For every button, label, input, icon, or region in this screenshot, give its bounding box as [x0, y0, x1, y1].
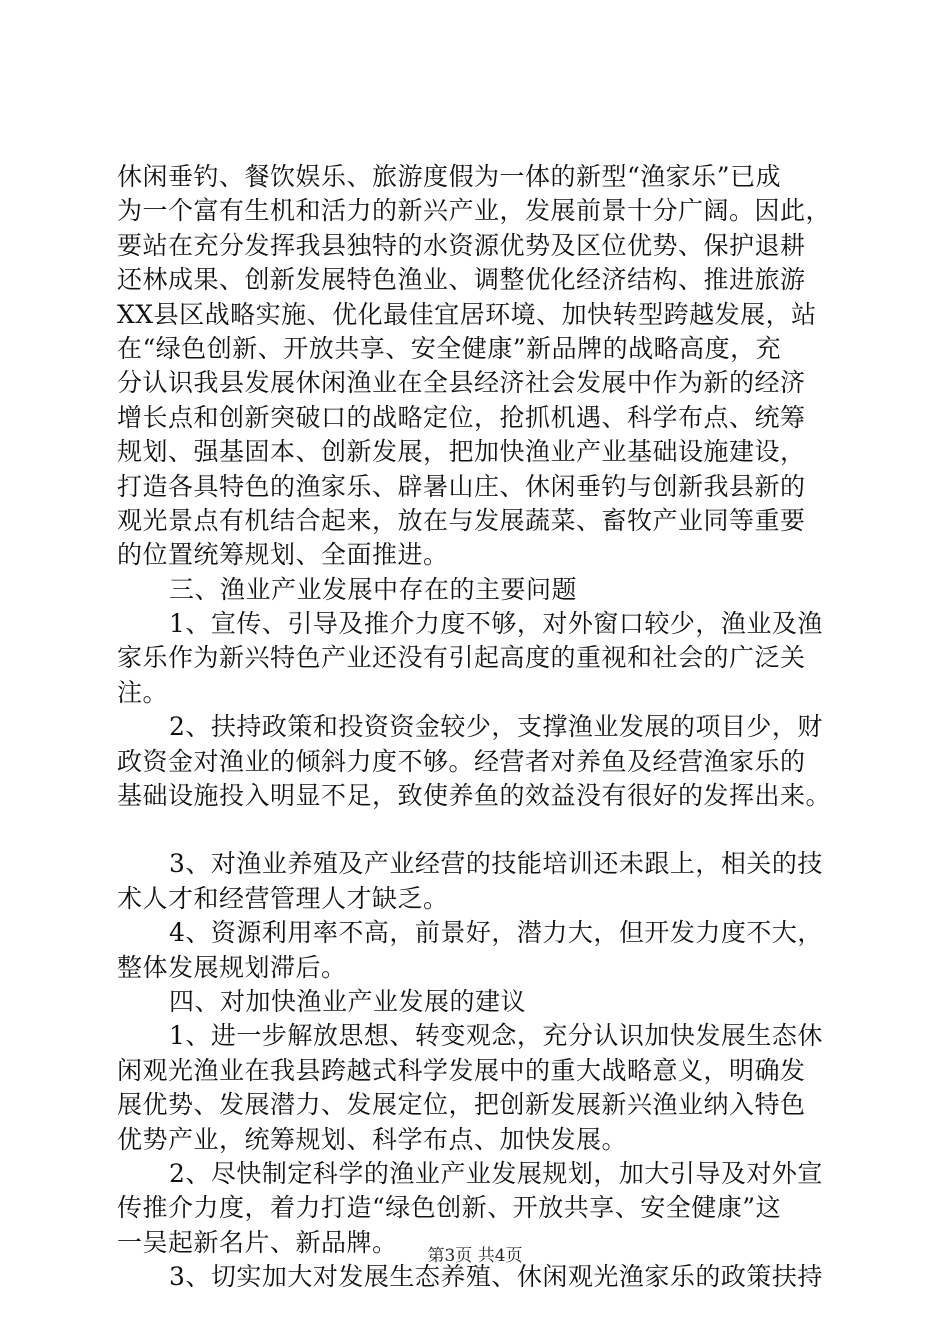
text-line: 四、对加快渔业产业发展的建议 [169, 986, 527, 1016]
text-line: 优势产业，统筹规划、科学布点、加快发展。 [117, 1124, 628, 1154]
text-line: 2、扶持政策和投资资金较少，支撑渔业发展的项目少，财 [169, 712, 823, 742]
text-line: 3、切实加大对发展生态养殖、休闲观光渔家乐的政策扶持 [169, 1262, 823, 1292]
text-line: 2、尽快制定科学的渔业产业发展规划，加大引导及对外宣 [169, 1158, 823, 1188]
text-line: 要站在充分发挥我县独特的水资源优势及区位优势、保护退耕 [117, 230, 806, 260]
text-line: 的位置统筹规划、全面推进。 [117, 540, 449, 570]
text-line: 整体发展规划滞后。 [117, 952, 347, 982]
text-line: 还林成果、创新发展特色渔业、调整优化经济结构、推进旅游 [117, 265, 806, 295]
blank-line [117, 813, 837, 847]
text-line: 3、对渔业养殖及产业经营的技能培训还未跟上，相关的技 [169, 849, 823, 879]
text-line: 为一个富有生机和活力的新兴产业，发展前景十分广阔。因此， [117, 196, 832, 226]
text-line: 观光景点有机结合起来，放在与发展蔬菜、畜牧产业同等重要 [117, 505, 806, 535]
text-line: 闲观光渔业在我县跨越式科学发展中的重大战略意义，明确发 [117, 1055, 806, 1085]
text-line: 1、进一步解放思想、转变观念，充分认识加快发展生态休 [169, 1021, 823, 1051]
text-line: 规划、强基固本、创新发展，把加快渔业产业基础设施建设， [117, 437, 806, 467]
text-line: 分认识我县发展休闲渔业在全县经济社会发展中作为新的经济 [117, 368, 806, 398]
text-line: XX县区战略实施、优化最佳宜居环境、加快转型跨越发展，站 [117, 299, 817, 329]
text-line: 打造各具特色的渔家乐、辟暑山庄、休闲垂钓与创新我县新的 [117, 471, 806, 501]
text-line: 展优势、发展潜力、发展定位，把创新发展新兴渔业纳入特色 [117, 1090, 806, 1120]
text-line: 一吴起新名片、新品牌。 [117, 1227, 398, 1257]
text-line: 术人才和经营管理人才缺乏。 [117, 883, 449, 913]
text-line: 传推介力度，着力打造“绿色创新、开放共享、安全健康”这 [117, 1193, 782, 1223]
text-line: 在“绿色创新、开放共享、安全健康”新品牌的战略高度，充 [117, 333, 782, 363]
text-line: 基础设施投入明显不足，致使养鱼的效益没有很好的发挥出来。 [117, 781, 832, 811]
document-body [117, 160, 837, 1295]
text-line: 政资金对渔业的倾斜力度不够。经营者对养鱼及经营渔家乐的 [117, 746, 806, 776]
text-line: 注。 [117, 677, 169, 707]
text-line: 增长点和创新突破口的战略定位，抢抓机遇、科学布点、统筹 [117, 402, 806, 432]
text-line: 休闲垂钓、餐饮娱乐、旅游度假为一体的新型“渔家乐”已成 [117, 162, 782, 191]
text-line: 1、宣传、引导及推介力度不够，对外窗口较少，渔业及渔 [169, 609, 823, 639]
text-line: 三、渔业产业发展中存在的主要问题 [169, 574, 578, 604]
page-footer: 第3页 共4页 [427, 1246, 523, 1266]
text-line: 4、资源利用率不高，前景好，潜力大，但开发力度不大， [169, 918, 823, 948]
text-line: 家乐作为新兴特色产业还没有引起高度的重视和社会的广泛关 [117, 643, 806, 673]
